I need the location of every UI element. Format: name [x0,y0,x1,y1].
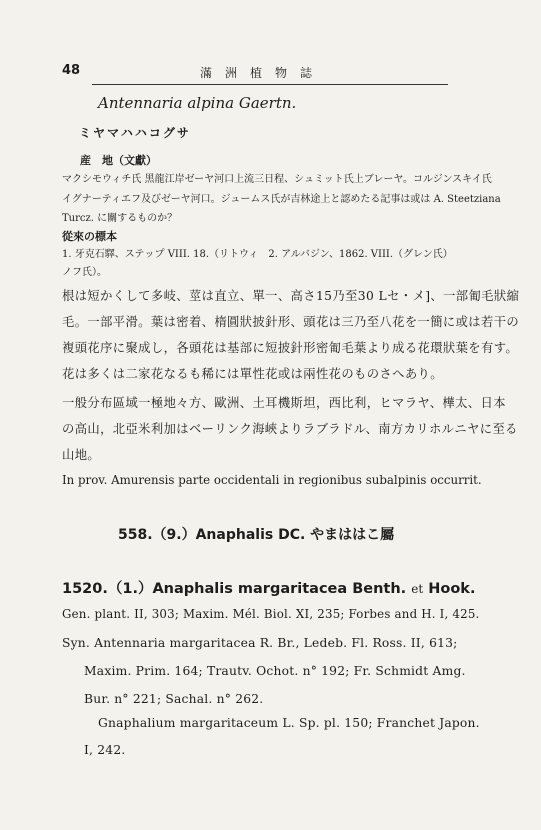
general-distribution-line: 山地。 [62,448,101,462]
species-latin-name: Antennaria alpina Gaertn. [98,94,297,112]
description-line: 複頭花序に聚成し，各頭花は基部に短披針形密匍毛葉より成る花環狀葉を有す。 [62,341,519,355]
distribution-line: イグナーティエフ及びゼーヤ河口。ジュームス氏が吉林途上と認めたる記事は或は A. Steetziana [62,194,501,205]
gnaphalium-line: Gnaphalium margaritaceum L. Sp. pl. 150; Franchet Japon. [98,716,480,730]
species-heading-main: 1520.（1.）Anaphalis margaritacea Benth. [62,581,407,597]
reference-line: Gen. plant. II, 303; Maxim. Mél. Biol. XI, 235; Forbes and H. I, 425. [62,607,480,621]
distribution-line: Turcz. に關するものか？ [62,213,178,224]
species-japanese-name: ミヤマハハコグサ [79,126,191,140]
general-distribution-line: 一般分布區域一極地々方、歐洲、土耳機斯坦，西比利，ヒマラヤ、樺太、日本 [62,396,506,410]
description-line: 毛。一部平滑。葉は密着、楕圓狀披針形、頭花は三乃至八花を一簡に或は若干の [62,315,520,329]
general-distribution-line: の高山，北亞米利加はベーリンク海峽よりラブラドル、南方カリホルニヤに至る [62,422,518,436]
running-title: 滿洲植物誌 [200,66,326,80]
species-heading-et: et [411,582,424,596]
species-heading [62,577,475,598]
distribution-heading: 産 地（文獻） [80,154,157,167]
specimen-heading: 從來の標本 [62,230,117,243]
species-heading-end: Hook. [428,581,476,597]
synonym-line: Bur. n° 221; Sachal. n° 262. [84,692,264,706]
description-line: 根は短かくして多岐、莖は直立、單一、高さ15乃至30 Lセ・メ]、一部匍毛狀縮 [62,289,520,303]
specimen-line: 1. 牙克石驛、ステップ VIII. 18.（リトウィ 2. アルバジン、1862. VIII.（グレン氏） [62,249,453,260]
distribution-line: マクシモウィチ氏 黑龍江岸ゼーヤ河口上流三日程、シュミット氏上ブレーヤ。コルジンスキイ氏 [62,174,492,185]
genus-heading: 558.（9.）Anaphalis DC. やまははこ屬 [118,527,395,543]
latin-note: In prov. Amurensis parte occidentali in regionibus subalpinis occurrit. [62,473,482,487]
header-rule [92,84,448,85]
synonym-line: Maxim. Prim. 164; Trautv. Ochot. n° 192; Fr. Schmidt Amg. [84,664,466,678]
page-number: 48 [62,63,81,78]
specimen-line: ノフ氏）。 [62,267,107,278]
gnaphalium-line: I, 242. [84,743,126,757]
description-line: 花は多くは二家花なるも稀には單性花或は兩性花のものさへあり。 [62,367,443,381]
synonym-line: Syn. Antennaria margaritacea R. Br., Ledeb. Fl. Ross. II, 613; [62,636,458,650]
